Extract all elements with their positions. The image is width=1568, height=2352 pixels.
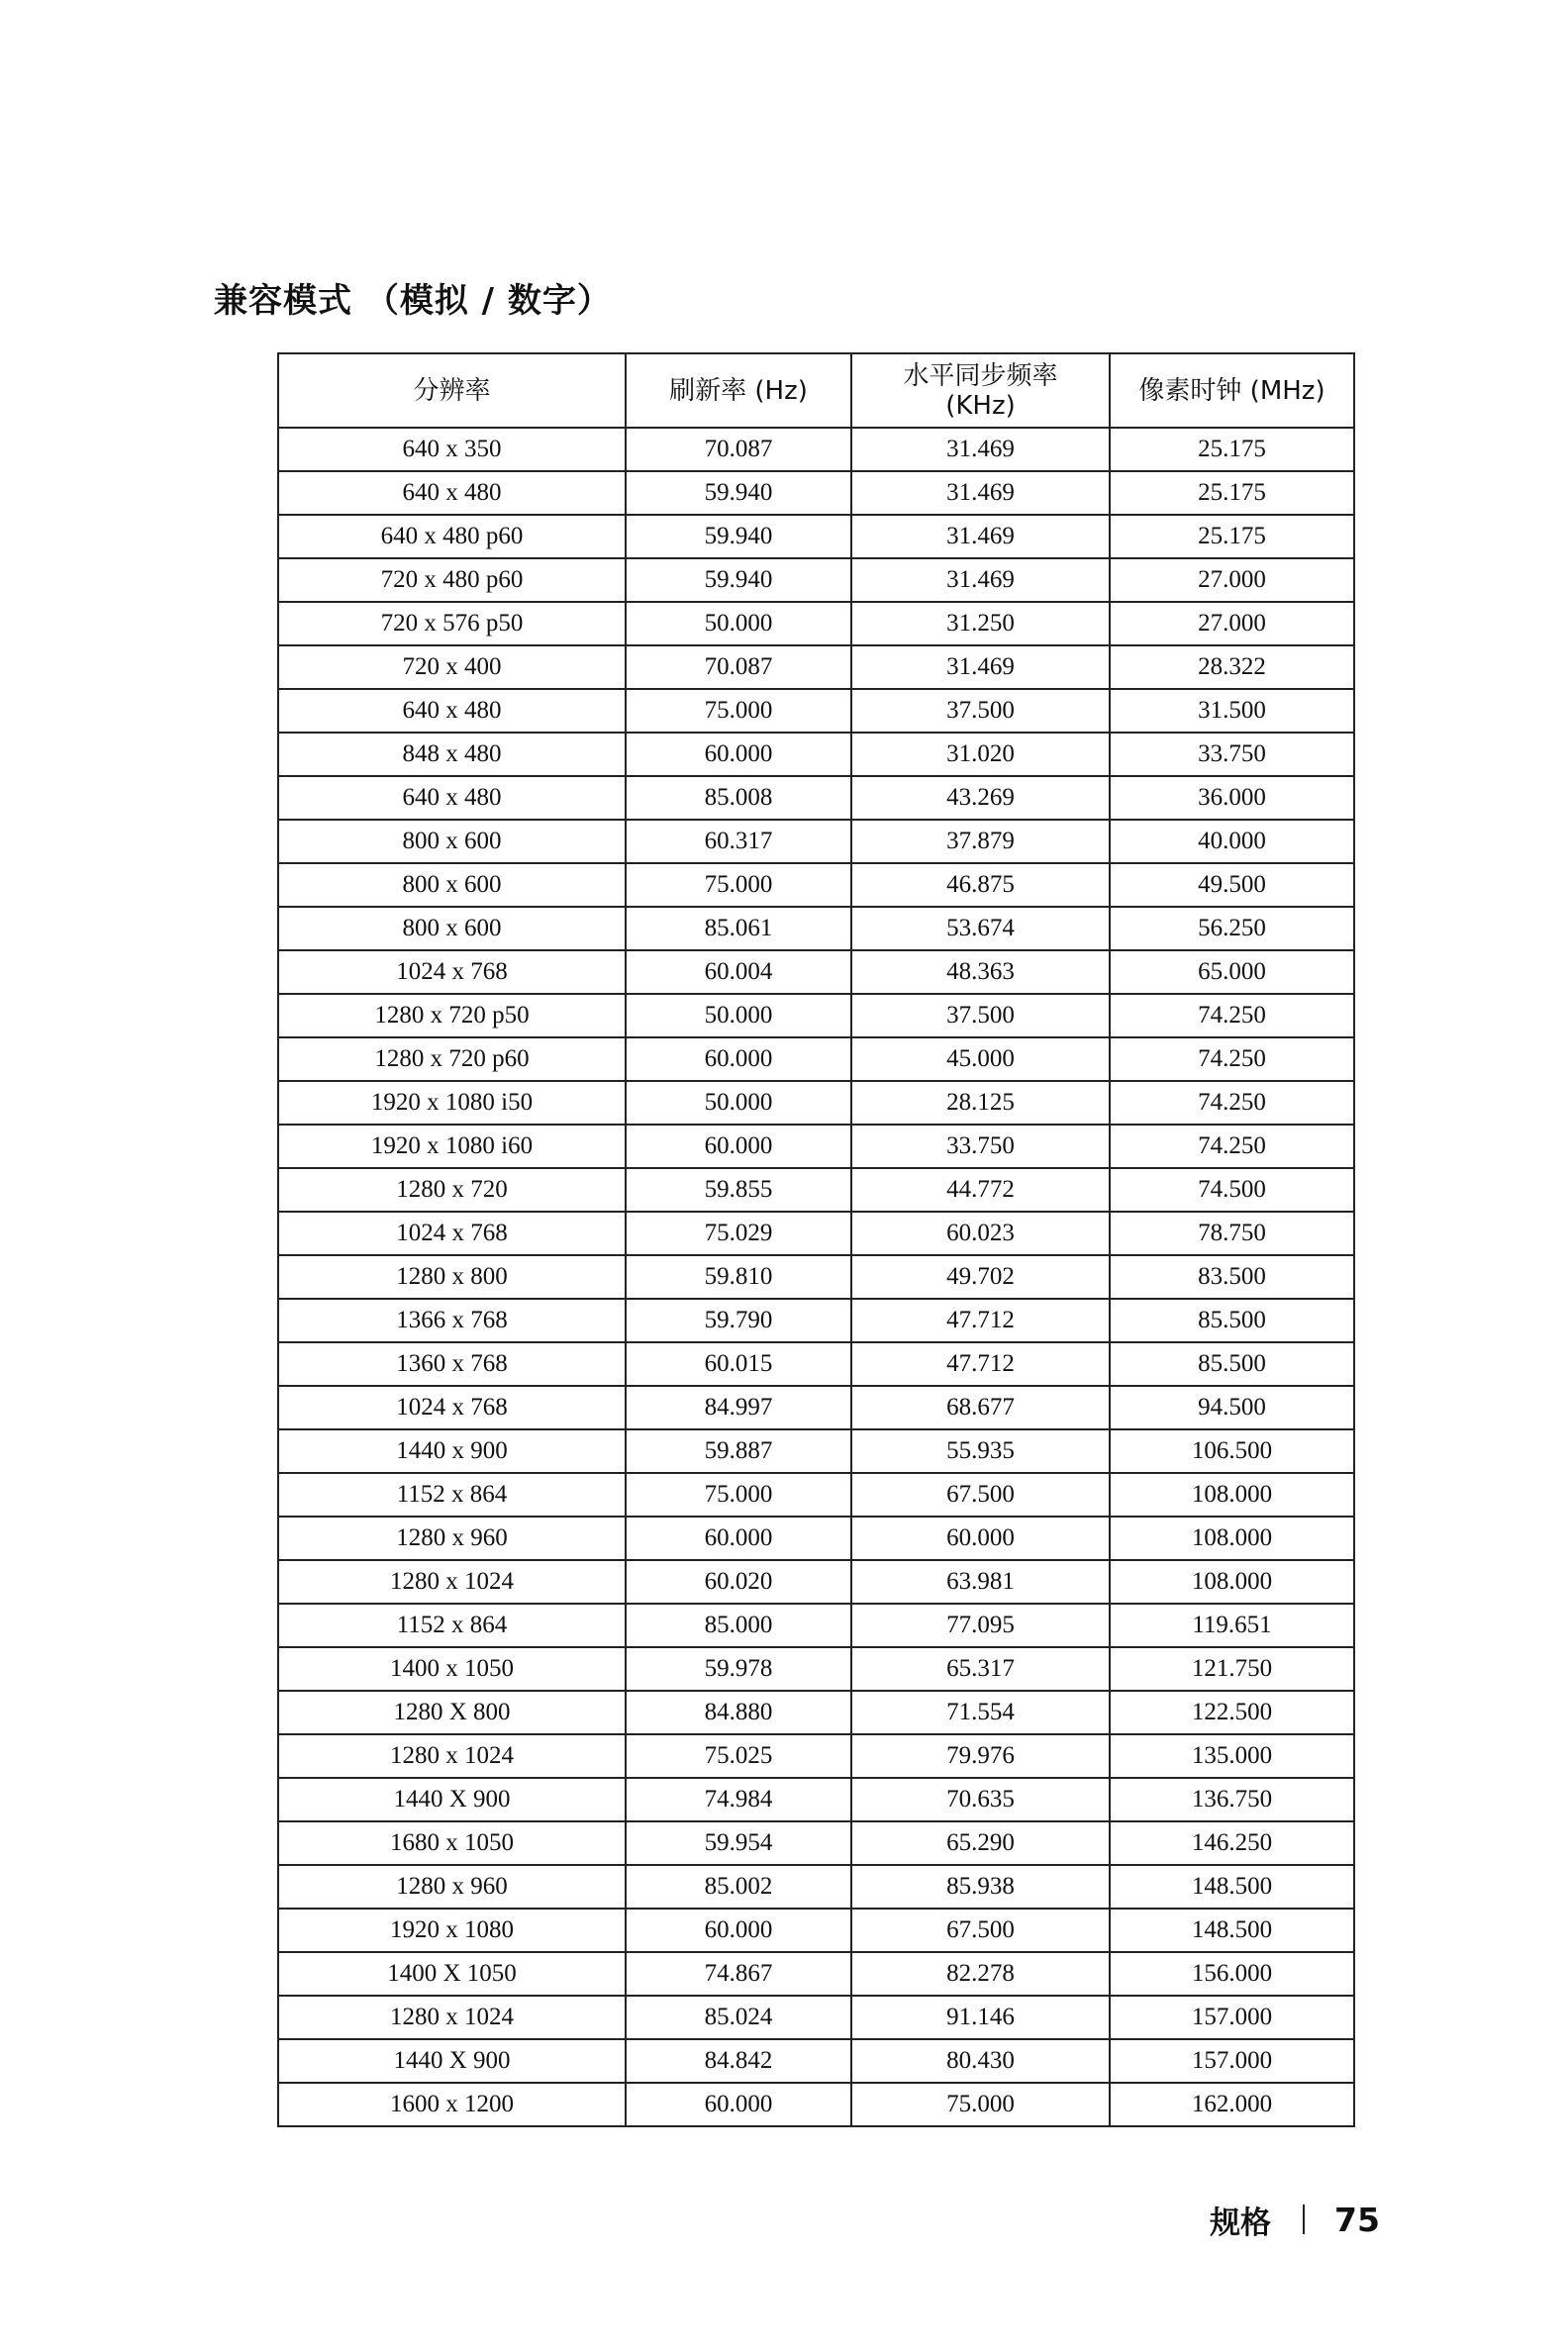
cell-refresh-rate: 60.000	[626, 1909, 851, 1952]
section-title: 兼容模式 （模拟 / 数字）	[214, 281, 612, 321]
cell-resolution: 1280 x 960	[278, 1517, 626, 1560]
cell-resolution: 640 x 480	[278, 776, 626, 820]
cell-pixel-clock: 49.500	[1110, 863, 1354, 907]
cell-resolution: 1440 x 900	[278, 1429, 626, 1473]
table-row	[278, 2083, 1354, 2126]
cell-horizontal-frequency: 49.702	[851, 1255, 1110, 1299]
cell-resolution: 1024 x 768	[278, 1386, 626, 1429]
cell-resolution: 1280 x 1024	[278, 1560, 626, 1604]
header-refresh-rate: 刷新率 (Hz)	[626, 353, 851, 428]
cell-resolution: 1280 x 720 p50	[278, 994, 626, 1037]
cell-horizontal-frequency: 28.125	[851, 1081, 1110, 1125]
cell-resolution: 800 x 600	[278, 863, 626, 907]
header-pixel-clock: 像素时钟 (MHz)	[1110, 353, 1354, 428]
table-row	[278, 1168, 1354, 1212]
cell-horizontal-frequency: 60.023	[851, 1212, 1110, 1255]
cell-pixel-clock: 36.000	[1110, 776, 1354, 820]
cell-pixel-clock: 27.000	[1110, 602, 1354, 645]
cell-pixel-clock: 135.000	[1110, 1734, 1354, 1778]
cell-resolution: 1360 x 768	[278, 1342, 626, 1386]
cell-resolution: 720 x 576 p50	[278, 602, 626, 645]
cell-refresh-rate: 84.880	[626, 1691, 851, 1734]
cell-pixel-clock: 25.175	[1110, 428, 1354, 471]
cell-pixel-clock: 85.500	[1110, 1299, 1354, 1342]
cell-refresh-rate: 59.940	[626, 471, 851, 515]
cell-refresh-rate: 85.024	[626, 1996, 851, 2039]
table-row	[278, 1255, 1354, 1299]
cell-resolution: 1600 x 1200	[278, 2083, 626, 2126]
cell-refresh-rate: 75.000	[626, 1473, 851, 1517]
table-row	[278, 1299, 1354, 1342]
cell-pixel-clock: 27.000	[1110, 558, 1354, 602]
cell-pixel-clock: 65.000	[1110, 950, 1354, 994]
page-footer	[1210, 2196, 1380, 2243]
table-row	[278, 1952, 1354, 1996]
table-row	[278, 2039, 1354, 2083]
cell-horizontal-frequency: 31.469	[851, 558, 1110, 602]
table-row	[278, 1691, 1354, 1734]
cell-pixel-clock: 157.000	[1110, 2039, 1354, 2083]
cell-resolution: 640 x 350	[278, 428, 626, 471]
table-row	[278, 689, 1354, 733]
cell-horizontal-frequency: 77.095	[851, 1604, 1110, 1647]
cell-refresh-rate: 50.000	[626, 602, 851, 645]
table-row	[278, 1386, 1354, 1429]
cell-pixel-clock: 122.500	[1110, 1691, 1354, 1734]
cell-refresh-rate: 85.061	[626, 907, 851, 950]
cell-resolution: 1024 x 768	[278, 1212, 626, 1255]
cell-pixel-clock: 40.000	[1110, 820, 1354, 863]
cell-refresh-rate: 60.317	[626, 820, 851, 863]
cell-refresh-rate: 50.000	[626, 994, 851, 1037]
cell-resolution: 720 x 480 p60	[278, 558, 626, 602]
cell-refresh-rate: 60.000	[626, 1517, 851, 1560]
cell-horizontal-frequency: 70.635	[851, 1778, 1110, 1821]
cell-horizontal-frequency: 85.938	[851, 1865, 1110, 1909]
footer-divider	[1303, 2205, 1305, 2234]
cell-resolution: 720 x 400	[278, 645, 626, 689]
cell-horizontal-frequency: 53.674	[851, 907, 1110, 950]
cell-horizontal-frequency: 67.500	[851, 1909, 1110, 1952]
table-row	[278, 863, 1354, 907]
cell-horizontal-frequency: 45.000	[851, 1037, 1110, 1081]
table-row	[278, 1909, 1354, 1952]
cell-pixel-clock: 106.500	[1110, 1429, 1354, 1473]
cell-refresh-rate: 74.867	[626, 1952, 851, 1996]
cell-resolution: 1920 x 1080 i50	[278, 1081, 626, 1125]
cell-refresh-rate: 75.000	[626, 863, 851, 907]
cell-resolution: 1400 x 1050	[278, 1647, 626, 1691]
cell-pixel-clock: 85.500	[1110, 1342, 1354, 1386]
cell-resolution: 1280 X 800	[278, 1691, 626, 1734]
cell-horizontal-frequency: 55.935	[851, 1429, 1110, 1473]
cell-horizontal-frequency: 67.500	[851, 1473, 1110, 1517]
cell-resolution: 1920 x 1080	[278, 1909, 626, 1952]
table-row	[278, 1473, 1354, 1517]
cell-resolution: 1400 X 1050	[278, 1952, 626, 1996]
table-row	[278, 1647, 1354, 1691]
cell-refresh-rate: 59.940	[626, 558, 851, 602]
cell-resolution: 1152 x 864	[278, 1604, 626, 1647]
cell-refresh-rate: 70.087	[626, 428, 851, 471]
cell-pixel-clock: 119.651	[1110, 1604, 1354, 1647]
cell-resolution: 1152 x 864	[278, 1473, 626, 1517]
cell-horizontal-frequency: 75.000	[851, 2083, 1110, 2126]
cell-resolution: 1280 x 720 p60	[278, 1037, 626, 1081]
cell-resolution: 1280 x 720	[278, 1168, 626, 1212]
table-row	[278, 602, 1354, 645]
cell-horizontal-frequency: 82.278	[851, 1952, 1110, 1996]
cell-pixel-clock: 148.500	[1110, 1865, 1354, 1909]
cell-pixel-clock: 25.175	[1110, 515, 1354, 558]
table-row	[278, 820, 1354, 863]
cell-horizontal-frequency: 71.554	[851, 1691, 1110, 1734]
cell-refresh-rate: 60.015	[626, 1342, 851, 1386]
table-body	[278, 428, 1354, 2126]
cell-horizontal-frequency: 68.677	[851, 1386, 1110, 1429]
cell-refresh-rate: 59.887	[626, 1429, 851, 1473]
cell-refresh-rate: 85.008	[626, 776, 851, 820]
cell-horizontal-frequency: 65.290	[851, 1821, 1110, 1865]
table-row	[278, 1037, 1354, 1081]
cell-pixel-clock: 25.175	[1110, 471, 1354, 515]
table-row	[278, 1778, 1354, 1821]
footer-section-label: 规格	[1210, 2205, 1271, 2241]
table-row	[278, 1342, 1354, 1386]
cell-pixel-clock: 121.750	[1110, 1647, 1354, 1691]
cell-pixel-clock: 28.322	[1110, 645, 1354, 689]
cell-resolution: 1366 x 768	[278, 1299, 626, 1342]
cell-resolution: 640 x 480 p60	[278, 515, 626, 558]
cell-refresh-rate: 59.855	[626, 1168, 851, 1212]
cell-horizontal-frequency: 91.146	[851, 1996, 1110, 2039]
cell-horizontal-frequency: 65.317	[851, 1647, 1110, 1691]
cell-horizontal-frequency: 31.469	[851, 515, 1110, 558]
cell-refresh-rate: 60.000	[626, 733, 851, 776]
table-row	[278, 1560, 1354, 1604]
table-row	[278, 950, 1354, 994]
table-row	[278, 776, 1354, 820]
cell-pixel-clock: 157.000	[1110, 1996, 1354, 2039]
cell-horizontal-frequency: 43.269	[851, 776, 1110, 820]
cell-horizontal-frequency: 80.430	[851, 2039, 1110, 2083]
cell-resolution: 800 x 600	[278, 907, 626, 950]
cell-resolution: 1680 x 1050	[278, 1821, 626, 1865]
table-row	[278, 1212, 1354, 1255]
cell-refresh-rate: 85.000	[626, 1604, 851, 1647]
cell-resolution: 1440 X 900	[278, 1778, 626, 1821]
cell-pixel-clock: 74.250	[1110, 1125, 1354, 1168]
cell-horizontal-frequency: 47.712	[851, 1342, 1110, 1386]
cell-horizontal-frequency: 37.879	[851, 820, 1110, 863]
table-row	[278, 1734, 1354, 1778]
cell-pixel-clock: 33.750	[1110, 733, 1354, 776]
table-row	[278, 471, 1354, 515]
cell-refresh-rate: 50.000	[626, 1081, 851, 1125]
cell-refresh-rate: 59.790	[626, 1299, 851, 1342]
table-row	[278, 1081, 1354, 1125]
cell-pixel-clock: 56.250	[1110, 907, 1354, 950]
cell-pixel-clock: 83.500	[1110, 1255, 1354, 1299]
cell-pixel-clock: 74.250	[1110, 1037, 1354, 1081]
table-row	[278, 907, 1354, 950]
cell-pixel-clock: 108.000	[1110, 1560, 1354, 1604]
cell-pixel-clock: 74.250	[1110, 994, 1354, 1037]
cell-resolution: 1024 x 768	[278, 950, 626, 994]
cell-refresh-rate: 74.984	[626, 1778, 851, 1821]
table-row	[278, 428, 1354, 471]
table-row	[278, 1865, 1354, 1909]
cell-resolution: 640 x 480	[278, 471, 626, 515]
table-row	[278, 515, 1354, 558]
cell-resolution: 1280 x 960	[278, 1865, 626, 1909]
header-resolution: 分辨率	[278, 353, 626, 428]
cell-horizontal-frequency: 60.000	[851, 1517, 1110, 1560]
cell-resolution: 1920 x 1080 i60	[278, 1125, 626, 1168]
cell-horizontal-frequency: 79.976	[851, 1734, 1110, 1778]
cell-pixel-clock: 148.500	[1110, 1909, 1354, 1952]
table-row	[278, 1125, 1354, 1168]
compatibility-modes-table	[277, 352, 1355, 2127]
cell-pixel-clock: 156.000	[1110, 1952, 1354, 1996]
table-row	[278, 1517, 1354, 1560]
page-number: 75	[1334, 2200, 1380, 2239]
table-row	[278, 994, 1354, 1037]
cell-refresh-rate: 75.025	[626, 1734, 851, 1778]
cell-refresh-rate: 85.002	[626, 1865, 851, 1909]
cell-pixel-clock: 136.750	[1110, 1778, 1354, 1821]
cell-resolution: 1280 x 800	[278, 1255, 626, 1299]
cell-horizontal-frequency: 47.712	[851, 1299, 1110, 1342]
cell-horizontal-frequency: 44.772	[851, 1168, 1110, 1212]
table-row	[278, 1604, 1354, 1647]
cell-resolution: 848 x 480	[278, 733, 626, 776]
table-header-row	[278, 353, 1354, 428]
cell-refresh-rate: 59.810	[626, 1255, 851, 1299]
cell-resolution: 1280 x 1024	[278, 1996, 626, 2039]
cell-resolution: 1280 x 1024	[278, 1734, 626, 1778]
cell-refresh-rate: 59.978	[626, 1647, 851, 1691]
cell-refresh-rate: 75.000	[626, 689, 851, 733]
cell-pixel-clock: 74.500	[1110, 1168, 1354, 1212]
cell-refresh-rate: 84.842	[626, 2039, 851, 2083]
cell-refresh-rate: 60.000	[626, 1125, 851, 1168]
cell-horizontal-frequency: 31.469	[851, 645, 1110, 689]
cell-horizontal-frequency: 37.500	[851, 994, 1110, 1037]
cell-pixel-clock: 74.250	[1110, 1081, 1354, 1125]
cell-horizontal-frequency: 48.363	[851, 950, 1110, 994]
table-row	[278, 645, 1354, 689]
cell-resolution: 1440 X 900	[278, 2039, 626, 2083]
cell-resolution: 640 x 480	[278, 689, 626, 733]
table-row	[278, 1996, 1354, 2039]
table-row	[278, 558, 1354, 602]
cell-resolution: 800 x 600	[278, 820, 626, 863]
cell-pixel-clock: 31.500	[1110, 689, 1354, 733]
cell-refresh-rate: 60.000	[626, 1037, 851, 1081]
table-row	[278, 1821, 1354, 1865]
cell-refresh-rate: 59.940	[626, 515, 851, 558]
cell-refresh-rate: 59.954	[626, 1821, 851, 1865]
cell-pixel-clock: 146.250	[1110, 1821, 1354, 1865]
table-row	[278, 733, 1354, 776]
cell-refresh-rate: 60.004	[626, 950, 851, 994]
cell-horizontal-frequency: 37.500	[851, 689, 1110, 733]
cell-refresh-rate: 84.997	[626, 1386, 851, 1429]
cell-refresh-rate: 70.087	[626, 645, 851, 689]
cell-horizontal-frequency: 63.981	[851, 1560, 1110, 1604]
header-horizontal-frequency: 水平同步频率 (KHz)	[851, 353, 1110, 428]
table-row	[278, 1429, 1354, 1473]
cell-refresh-rate: 75.029	[626, 1212, 851, 1255]
cell-horizontal-frequency: 31.020	[851, 733, 1110, 776]
cell-horizontal-frequency: 31.469	[851, 471, 1110, 515]
cell-pixel-clock: 78.750	[1110, 1212, 1354, 1255]
cell-horizontal-frequency: 33.750	[851, 1125, 1110, 1168]
cell-horizontal-frequency: 31.469	[851, 428, 1110, 471]
cell-pixel-clock: 94.500	[1110, 1386, 1354, 1429]
cell-refresh-rate: 60.020	[626, 1560, 851, 1604]
cell-horizontal-frequency: 31.250	[851, 602, 1110, 645]
cell-pixel-clock: 108.000	[1110, 1517, 1354, 1560]
cell-horizontal-frequency: 46.875	[851, 863, 1110, 907]
cell-refresh-rate: 60.000	[626, 2083, 851, 2126]
cell-pixel-clock: 108.000	[1110, 1473, 1354, 1517]
cell-pixel-clock: 162.000	[1110, 2083, 1354, 2126]
